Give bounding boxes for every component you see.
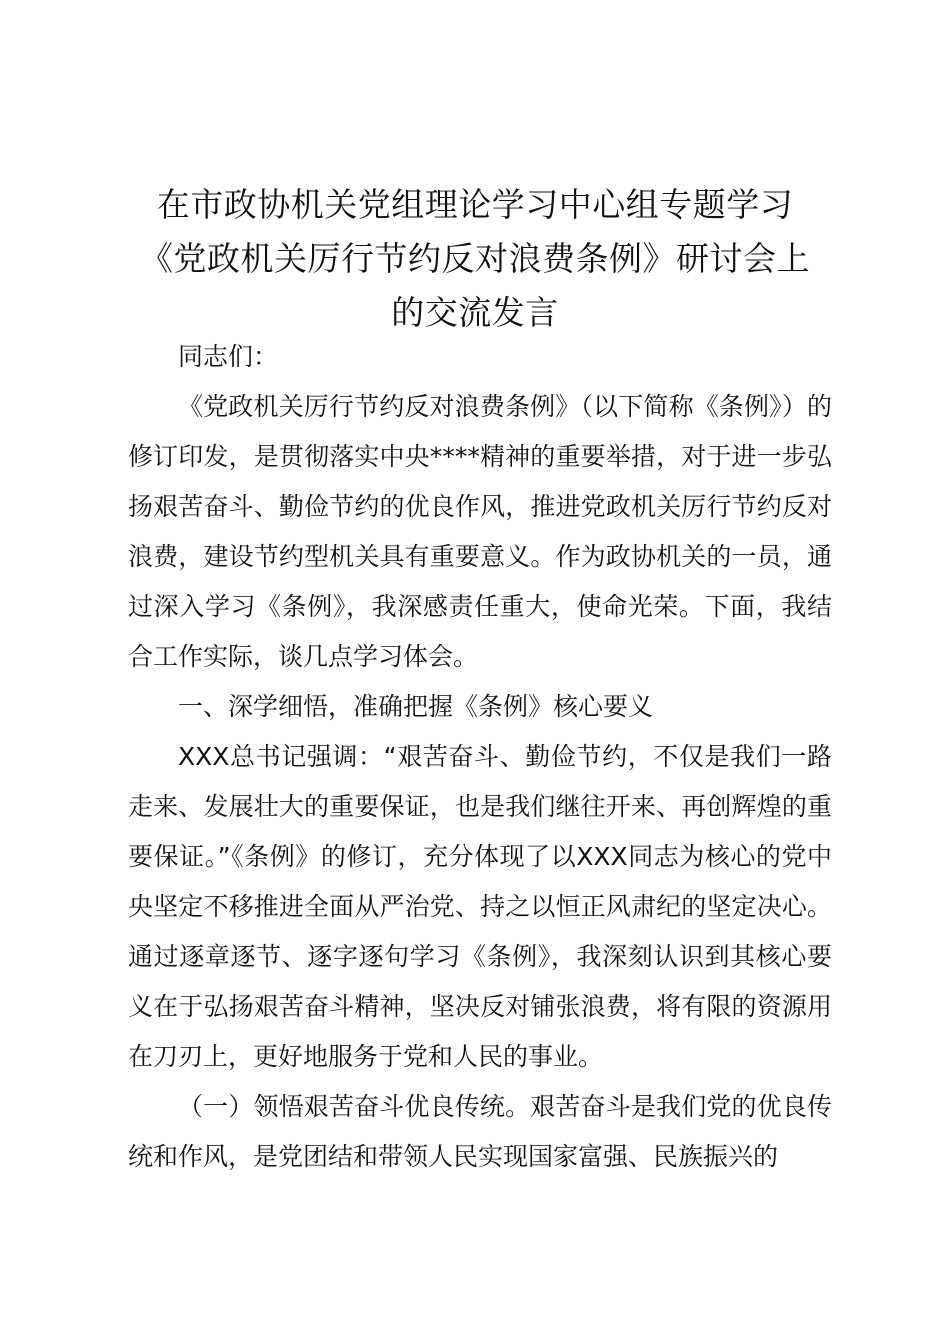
title-line-2: 《党政机关厉行节约反对浪费条例》研讨会上 <box>140 239 810 278</box>
document-body <box>128 332 832 1182</box>
title-line-3: 的交流发言 <box>391 293 559 332</box>
section-heading-1: 一、深学细悟，准确把握《条例》核心要义 <box>178 692 654 721</box>
paragraph-intro: 《党政机关厉行节约反对浪费条例》（以下简称《条例》）的修订印发，是贯彻落实中央****精神的重要举措，对于进一步弘扬艰苦奋斗、勤俭节约的优良作风，推进党政机关厉行节约反对浪费，建设节约型机关具有重要意义。作为政协机关的一员，通过深入学习《条例》，我深感责任重大，使命光荣。下面，我结合工作实际，谈几点学习体会。 <box>128 392 832 671</box>
salutation: 同志们： <box>178 342 279 371</box>
paragraph-subsection-1: （一）领悟艰苦奋斗优良传统。艰苦奋斗是我们党的优良传统和作风，是党团结和带领人民实现国家富强、民族振兴的 <box>128 1092 832 1171</box>
title-line-1: 在市政协机关党组理论学习中心组专题学习 <box>156 185 794 224</box>
paragraph-quote: XXX总书记强调：“艰苦奋斗、勤俭节约，不仅是我们一路走来、发展壮大的重要保证，也是我们继往开来、再创辉煌的重要保证。”《条例》的修订，充分体现了以XXX同志为核心的党中央坚定不移推进全面从严治党、持之以恒正风肃纪的坚定决心。通过逐章逐节、逐字逐句学习《条例》，我深刻认识到其核心要义在于弘扬艰苦奋斗精神，坚决反对铺张浪费，将有限的资源用在刀刃上，更好地服务于党和人民的事业。 <box>128 742 832 1071</box>
document-title <box>120 178 830 340</box>
